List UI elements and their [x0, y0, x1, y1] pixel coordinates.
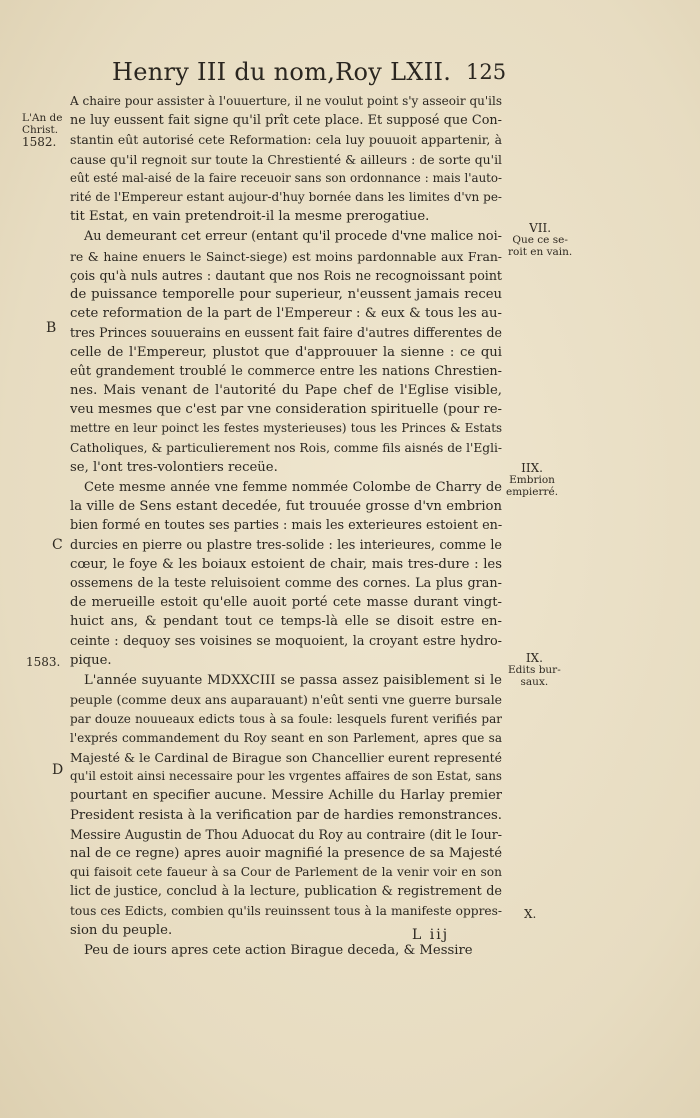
paragraph-4 [70, 671, 502, 940]
signature-mark: L iij [412, 927, 450, 943]
text-line: ceinte : dequoy ses voisines se moquoient, la croyant estre hydro- [70, 633, 502, 649]
margin-note-year-1583: 1583. [26, 655, 61, 669]
text-line: huict ans, & pendant tout ce temps-là elle se disoit estre en- [70, 614, 502, 630]
text-line: durcies en pierre ou plastre tres-solide : les interieures, comme le [70, 537, 502, 553]
text-line: l'exprés commandement du Roy seant en son Parlement, apres que sa [70, 730, 502, 745]
paragraph-1 [70, 92, 502, 226]
text-line: se, l'ont tres-volontiers receüe. [70, 459, 278, 475]
text-line: par douze nouueaux edicts tous à sa foule: lesquels furent verifiés par [70, 711, 502, 726]
paragraph-5 [70, 941, 502, 960]
text-line: re & haine enuers le Sainct-siege) est moins pardonnable aux Fran- [70, 248, 502, 264]
text-line: qu'il estoit ainsi necessaire pour les vrgentes affaires de son Estat, sans [70, 769, 502, 784]
text-line: lict de justice, conclud à la lecture, publication & registrement de [70, 884, 502, 900]
text-line: cœur, le foye & les boiaux estoient de chair, mais tres-dure : les [70, 556, 502, 572]
text-line: nes. Mais venant de l'autorité du Pape chef de l'Eglise visible, [70, 383, 502, 399]
section-letter-b: B [46, 320, 57, 336]
text-line: Peu de iours apres cete action Birague deceda, & Messire [84, 942, 473, 958]
margin-note-iix: IIX. Embrion empierré. [506, 461, 559, 498]
text-line: A chaire pour assister à l'ouuerture, il ne voulut point s'y asseoir qu'ils [70, 94, 502, 108]
text-line: peuple (comme deux ans auparauant) n'eût senti vne guerre bursale [70, 692, 502, 708]
text-line: Cete mesme année vne femme nommée Colombe de Charry de [84, 480, 502, 496]
running-head: Henry III du nom,Roy LXII. [112, 58, 452, 86]
text-line: Messire Augustin de Thou Aduocat du Roy au contraire (dit le Iour- [70, 826, 502, 842]
text-line: stantin eût autorisé cete Reformation: cela luy pouuoit appartenir, à [70, 132, 502, 148]
text-line: L'année suyuante MDXXCIII se passa assez paisiblement si le [84, 673, 502, 689]
text-line: celle de l'Empereur, plustot que d'approuuer la sienne : ce qui [70, 344, 502, 360]
section-letter-d: D [52, 762, 64, 778]
margin-note-x: X. [524, 907, 537, 921]
text-line: bien formé en toutes ses parties : mais les exterieures estoient en- [70, 518, 502, 534]
text-line: de puissance temporelle pour superieur, n'eussent jamais receu [70, 287, 502, 303]
text-line: la ville de Sens estant decedée, fut trouuée grosse d'vn embrion [70, 499, 502, 515]
text-line: tres Princes souuerains en eussent fait faire d'autres differentes de [70, 325, 502, 341]
text-line: sion du peuple. [70, 922, 173, 938]
text-line: Catholiques, & particulierement nos Rois, comme fils aisnés de l'Egli- [70, 440, 502, 455]
page-number: 125 [466, 60, 507, 84]
text-line: pique. [70, 652, 112, 668]
text-line: cause qu'il regnoit sur toute la Chrestienté & ailleurs : de sorte qu'il [70, 151, 502, 167]
text-line: President resista à la verification par de hardies remonstrances. [70, 807, 502, 823]
margin-note-vii: VII. Que ce se- roit en vain. [508, 221, 573, 258]
margin-note-year-1582: L'An de Christ. 1582. [22, 112, 63, 149]
text-line: Majesté & le Cardinal de Birague son Chancellier eurent representé [70, 749, 502, 765]
text-line: Au demeurant cet erreur (entant qu'il procede d'vne malice noi- [84, 229, 502, 245]
text-line: tit Estat, en vain pretendroit-il la mesme prerogatiue. [70, 209, 430, 225]
text-line: pourtant en specifier aucune. Messire Achille du Harlay premier [70, 788, 502, 804]
margin-note-ix: IX. Edits bur- saux. [508, 651, 561, 688]
body-text [70, 92, 502, 961]
text-line: tous ces Edicts, combien qu'ils reuinssent tous à la manifeste oppres- [70, 903, 502, 918]
paragraph-2 [70, 227, 502, 477]
section-letter-c: C [52, 537, 63, 553]
text-line: mettre en leur poinct les festes mysterieuses) tous les Princes & Estats [70, 421, 502, 436]
text-line: eût esté mal-aisé de la faire receuoir sans son ordonnance : mais l'auto- [70, 170, 502, 185]
text-line: cete reformation de la part de l'Empereur : & eux & tous les au- [70, 306, 502, 322]
paragraph-3 [70, 478, 502, 670]
text-line: çois qu'à nuls autres : dautant que nos Rois ne recognoissant point [70, 267, 502, 283]
text-line: rité de l'Empereur estant aujour-d'huy bornée dans les limites d'vn pe- [70, 190, 502, 205]
text-line: de merueille estoit qu'elle auoit porté cete masse durant vingt- [70, 595, 502, 611]
text-line: qui faisoit cete faueur à sa Cour de Parlement de la venir voir en son [70, 865, 502, 880]
text-line: ossemens de la teste reluisoient comme des cornes. La plus gran- [70, 576, 502, 592]
text-line: eût grandement troublé le commerce entre les nations Chrestien- [70, 363, 502, 379]
text-line: nal de ce regne) apres auoir magnifié la presence de sa Majesté [70, 845, 502, 861]
text-line: ne luy eussent fait signe qu'il prît cete place. Et supposé que Con- [70, 113, 502, 129]
text-line: veu mesmes que c'est par vne consideration spirituelle (pour re- [70, 402, 502, 418]
